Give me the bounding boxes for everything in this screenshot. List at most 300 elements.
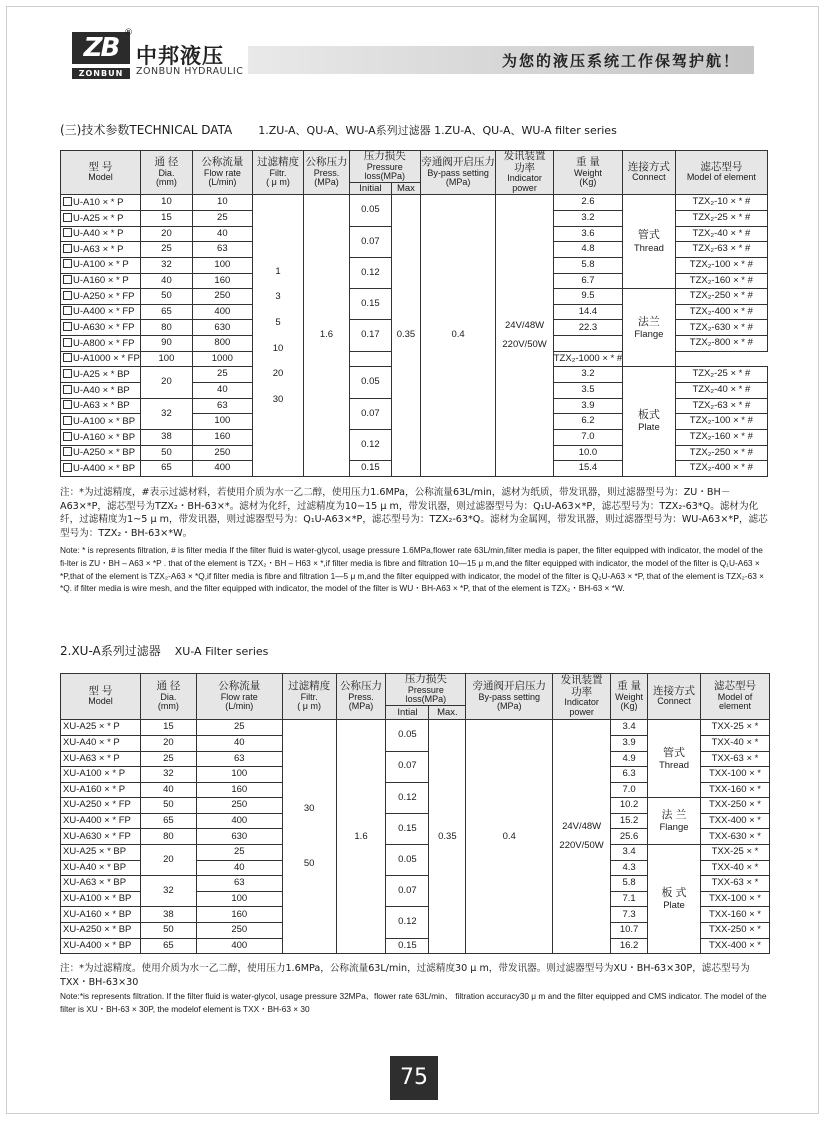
model-text: U-A160 × * P <box>73 275 129 287</box>
connect-cn: 板式 <box>637 409 660 422</box>
th-loss-max: Max <box>392 183 421 195</box>
slogan-bar <box>248 46 754 74</box>
model-cell: XU-A25 × * P <box>61 720 141 736</box>
flow-cell: 160 <box>196 782 282 798</box>
model-text: U-A400 × * FP <box>73 306 135 318</box>
loss-initial-cell: 0.15 <box>386 938 429 954</box>
checkbox-icon <box>63 291 72 300</box>
weight-cell: 3.9 <box>553 398 622 414</box>
indicator-cell <box>496 195 553 477</box>
th-connect: 连接方式 Connect <box>623 151 676 195</box>
model-cell <box>61 398 141 414</box>
bypass-cell: 0.4 <box>466 720 553 954</box>
dia-cell: 38 <box>140 429 192 445</box>
dia-cell: 32 <box>140 398 192 429</box>
weight-cell: 10.7 <box>611 923 648 939</box>
th-weight: 重 量 Weight (Kg) <box>553 151 622 195</box>
model-cell: XU-A400 × * FP <box>61 813 141 829</box>
model-cell: XU-A40 × * BP <box>61 860 141 876</box>
element-cell: TZX₂-100 × * # <box>675 257 767 273</box>
flow-cell: 400 <box>196 813 282 829</box>
flow-cell: 40 <box>196 860 282 876</box>
flow-cell: 100 <box>196 891 282 907</box>
th2-flow: 公称流量 Flow rate (L/min) <box>196 674 282 720</box>
section1-subtitle: 1.ZU-A、QU-A、WU-A系列过滤器 1.ZU-A、QU-A、WU-A filter series <box>258 124 617 137</box>
connect-cell <box>623 195 676 289</box>
flow-cell: 400 <box>196 938 282 954</box>
model-text: U-A25 × * P <box>73 212 124 224</box>
loss-initial-cell: 0.07 <box>386 751 429 782</box>
weight-cell: 7.1 <box>611 891 648 907</box>
weight-cell: 7.3 <box>611 907 648 923</box>
checkbox-icon <box>63 322 72 331</box>
element-cell: TZX₂-25 × * # <box>675 210 767 226</box>
weight-cell: 4.8 <box>553 242 622 258</box>
dia-cell: 50 <box>140 445 192 461</box>
th2-loss-max: Max. <box>429 706 466 720</box>
th2-loss-initial: Intial <box>386 706 429 720</box>
dia-cell: 50 <box>140 923 196 939</box>
element-cell: TZX₂-400 × * # <box>675 304 767 320</box>
connect-cn: 法兰 <box>637 315 660 328</box>
dia-cell: 20 <box>140 845 196 876</box>
flow-cell: 100 <box>192 257 252 273</box>
weight-cell: 14.4 <box>553 304 622 320</box>
indicator-value: 24V/48W <box>505 320 545 332</box>
checkbox-icon <box>63 197 72 206</box>
slogan: 为您的液压系统工作保驾护航！ <box>501 52 740 70</box>
connect-cell <box>648 845 701 954</box>
checkbox-icon <box>63 275 72 284</box>
weight-cell: 6.2 <box>553 414 622 430</box>
checkbox-icon <box>63 338 72 347</box>
model-text: U-A63 × * P <box>73 243 124 255</box>
th-indicator: 发讯装置 功率 Indicator power <box>496 151 553 195</box>
flow-cell: 25 <box>196 720 282 736</box>
th-model: 型 号 Model <box>61 151 141 195</box>
weight-cell: 4.9 <box>611 751 648 767</box>
model-text: U-A10 × * P <box>73 196 124 208</box>
loss-initial-cell: 0.05 <box>349 367 391 398</box>
model-cell: XU-A100 × * P <box>61 767 141 783</box>
connect-en: Thread <box>658 759 690 771</box>
filtr-cell <box>252 195 303 477</box>
th-dia: 通 径 Dia. (mm) <box>140 151 192 195</box>
table1 <box>60 150 768 477</box>
model-cell <box>61 210 141 226</box>
connect-cell <box>623 289 676 367</box>
loss-initial-cell: 0.17 <box>349 320 391 351</box>
connect-en: Flange <box>634 328 664 340</box>
model-text: U-A40 × * BP <box>73 384 130 396</box>
weight-cell <box>349 351 391 367</box>
dia-cell: 80 <box>140 829 196 845</box>
note2-cn: 注：*为过滤精度。使用介质为水一乙二醇，使用压力1.6MPa，公称流量63L/min，过滤精度30 μ m，带发讯器。则过滤器型号为XU・BH-63×30P，滤芯型号为TXX・BH-63×30 <box>60 963 750 988</box>
dia-cell: 20 <box>140 367 192 398</box>
element-cell: TZX₂-800 × * # <box>675 336 767 352</box>
model-cell <box>61 367 141 383</box>
page-number: 75 <box>390 1056 438 1100</box>
flow-cell: 100 <box>196 767 282 783</box>
dia-cell: 38 <box>140 907 196 923</box>
dia-cell: 20 <box>140 735 196 751</box>
brand-name-cn: 中邦液压 <box>136 44 224 68</box>
model-cell <box>61 195 141 211</box>
loss-max-cell: 0.35 <box>429 720 466 954</box>
flow-cell: 100 <box>192 414 252 430</box>
flow-cell: 63 <box>196 876 282 892</box>
element-cell: TXX-40 × * <box>700 735 769 751</box>
element-cell: TZX₂-160 × * # <box>675 273 767 289</box>
model-cell <box>61 242 141 258</box>
th2-bypass: 旁通阀开启压力 By-pass setting (MPa) <box>466 674 553 720</box>
element-cell: TZX₂-40 × * # <box>675 226 767 242</box>
flow-cell: 1000 <box>192 351 252 367</box>
connect-cell <box>623 367 676 476</box>
loss-initial-cell: 0.05 <box>349 195 391 226</box>
flow-cell: 25 <box>192 367 252 383</box>
model-cell <box>61 351 141 367</box>
flow-cell: 250 <box>192 289 252 305</box>
th2-dia: 通 径 Dia. (mm) <box>140 674 196 720</box>
th-loss-initial: Initial <box>349 183 391 195</box>
model-cell <box>61 461 141 477</box>
loss-initial-cell: 0.12 <box>386 907 429 938</box>
model-cell <box>61 257 141 273</box>
loss-initial-cell: 0.05 <box>386 845 429 876</box>
model-text: U-A63 × * BP <box>73 400 130 412</box>
model-cell: XU-A250 × * BP <box>61 923 141 939</box>
weight-cell: 10.2 <box>611 798 648 814</box>
weight-cell: 4.3 <box>611 860 648 876</box>
model-cell <box>61 226 141 242</box>
model-text: U-A160 × * BP <box>73 431 136 443</box>
weight-cell: 5.8 <box>553 257 622 273</box>
note1-en: Note: * is represents filtration, # is filter media If the filter fluid is water-glycol, usage pressure 1.6MPa,flower rate 63L/min,filter media is paper, the filter equipped with indicator, the model of the fi-lter is ZU・BH – A63 × *P . that of the element is TZX₂・BH – H63 × *,if filter media is fibre and filtration 10—15 μ m,and the filter equipped with indicator, the model of the filter is Q₁U-A63 × *P,that of the element is TZX₂-A63 × *Q,if filter media is fibre and filtration 1—5 μ m,and the filter equipped with indicator, the model of the filter is Q₂U-A63 × *P, that of the element is TZX₂-63 × *Q. if filter media is wire mesh, and the filter equipped with indicator, the model of the filter is WU・BH-A63 × *P, that of the element is TZX₂・BH-63 × *W. <box>60 545 764 594</box>
filtr-value: 50 <box>303 857 315 869</box>
model-text: U-A100 × * P <box>73 259 129 271</box>
element-cell: TXX-25 × * <box>700 720 769 736</box>
model-text: U-A250 × * BP <box>73 447 136 459</box>
checkbox-icon <box>63 385 72 394</box>
loss-initial-cell: 0.12 <box>349 429 391 460</box>
weight-cell: 10.0 <box>553 445 622 461</box>
element-cell: TZX₂-630 × * # <box>675 320 767 336</box>
weight-cell: 3.2 <box>553 210 622 226</box>
model-cell: XU-A160 × * P <box>61 782 141 798</box>
model-cell <box>61 445 141 461</box>
element-cell: TZX₂-100 × * # <box>675 414 767 430</box>
connect-cn: 管式 <box>663 746 686 759</box>
filtr-value: 30 <box>303 803 315 815</box>
dia-cell: 32 <box>140 257 192 273</box>
dia-cell: 65 <box>140 938 196 954</box>
th2-filtr: 过滤精度 Filtr. ( μ m) <box>282 674 336 720</box>
loss-initial-cell: 0.15 <box>349 461 391 477</box>
section1-title: (三)技术参数TECHNICAL DATA <box>60 123 233 137</box>
dia-cell: 50 <box>140 798 196 814</box>
element-cell: TZX₂-10 × * # <box>675 195 767 211</box>
zonbun-logo <box>72 32 130 66</box>
weight-cell: 6.3 <box>611 767 648 783</box>
flow-cell: 25 <box>196 845 282 861</box>
dia-cell: 10 <box>140 195 192 211</box>
model-cell <box>61 429 141 445</box>
th2-loss: 压力损失 Pressure loss(MPa) <box>386 674 466 706</box>
dia-cell: 25 <box>140 242 192 258</box>
checkbox-icon <box>63 353 72 362</box>
flow-cell: 630 <box>196 829 282 845</box>
note2-en: Note:*is represents filtration. If the filter fluid is water-glycol, usage pressure 32MPa、flower rate 63L/min、 filtration accuracy30 μ m and the filter equipped and CMS indicator. The model of the filter is XU・BH-63 × 30P, the modelof element is TXX・BH-63 × 30 <box>60 991 767 1014</box>
model-cell: XU-A63 × * BP <box>61 876 141 892</box>
table-row <box>61 720 770 736</box>
flow-cell: 63 <box>196 751 282 767</box>
weight-cell: 6.7 <box>553 273 622 289</box>
stack-value: 3 <box>275 291 281 303</box>
flow-cell: 10 <box>192 195 252 211</box>
weight-cell: 3.4 <box>611 845 648 861</box>
connect-en: Plate <box>663 899 685 911</box>
weight-cell: 22.3 <box>553 320 622 336</box>
model-cell <box>61 383 141 399</box>
dia-cell: 32 <box>140 876 196 907</box>
dia-cell: 40 <box>140 273 192 289</box>
model-text: U-A400 × * BP <box>73 462 136 474</box>
bypass-cell: 0.4 <box>420 195 496 477</box>
weight-cell: 3.5 <box>553 383 622 399</box>
stack-value: 20 <box>272 368 284 380</box>
model-cell: XU-A63 × * P <box>61 751 141 767</box>
weight-cell: 3.2 <box>553 367 622 383</box>
element-cell: TXX-63 × * <box>700 876 769 892</box>
checkbox-icon <box>63 400 72 409</box>
logo-mark: ZB <box>72 32 130 64</box>
weight-cell: 9.5 <box>553 289 622 305</box>
indicator-value: 220V/50W <box>502 338 547 350</box>
th-filtr: 过滤精度 Filtr. ( μ m) <box>252 151 303 195</box>
model-text: U-A1000 × * FP <box>73 353 140 365</box>
checkbox-icon <box>63 416 72 425</box>
weight-cell: 3.4 <box>611 720 648 736</box>
dia-cell: 50 <box>140 289 192 305</box>
dia-cell: 90 <box>140 336 192 352</box>
model-text: U-A25 × * BP <box>73 368 130 380</box>
th-bypass: 旁通阀开启压力 By-pass setting (MPa) <box>420 151 496 195</box>
flow-cell: 160 <box>192 429 252 445</box>
dia-cell: 25 <box>140 751 196 767</box>
checkbox-icon <box>63 369 72 378</box>
dia-cell: 65 <box>140 461 192 477</box>
section2-heading <box>60 642 268 659</box>
checkbox-icon <box>63 306 72 315</box>
flow-cell: 63 <box>192 242 252 258</box>
section1-heading <box>60 121 617 138</box>
model-cell <box>61 273 141 289</box>
loss-initial-cell: 0.15 <box>349 289 391 320</box>
th2-press: 公称压力 Press. (MPa) <box>336 674 386 720</box>
model-cell: XU-A400 × * BP <box>61 938 141 954</box>
model-text: U-A800 × * FP <box>73 337 135 349</box>
dia-cell: 65 <box>140 304 192 320</box>
element-cell: TZX₂-40 × * # <box>675 383 767 399</box>
element-cell: TXX-100 × * <box>700 767 769 783</box>
connect-en: Thread <box>633 242 664 254</box>
weight-cell: 25.6 <box>611 829 648 845</box>
flow-cell: 160 <box>192 273 252 289</box>
th2-indicator: 发讯装置 功率 Indicator power <box>553 674 611 720</box>
flow-cell: 25 <box>192 210 252 226</box>
flow-cell: 250 <box>196 923 282 939</box>
connect-cn: 板 式 <box>661 886 687 899</box>
model-text: U-A100 × * BP <box>73 415 136 427</box>
flow-cell: 400 <box>192 461 252 477</box>
element-cell: TXX-400 × * <box>700 813 769 829</box>
dia-cell: 65 <box>140 813 196 829</box>
element-cell: TZX₂-1000 × * # <box>553 351 622 367</box>
dia-cell: 40 <box>140 782 196 798</box>
weight-cell: 3.9 <box>611 735 648 751</box>
stack-value: 5 <box>275 316 281 328</box>
loss-initial-cell: 0.07 <box>349 226 391 257</box>
table-row <box>61 845 770 861</box>
connect-cn: 管式 <box>637 229 660 242</box>
loss-initial-cell: 0.07 <box>349 398 391 429</box>
th2-weight: 重 量 Weight (Kg) <box>611 674 648 720</box>
dia-cell: 15 <box>140 720 196 736</box>
element-cell: TZX₂-250 × * # <box>675 289 767 305</box>
dia-cell: 32 <box>140 767 196 783</box>
element-cell: TXX-25 × * <box>700 845 769 861</box>
flow-cell: 40 <box>196 735 282 751</box>
weight-cell: 2.6 <box>553 195 622 211</box>
note1-cn: 注：*为过滤精度，#表示过滤材料，若使用介质为水一乙二醇，使用压力1.6MPa，公称流量63L/min，滤材为纸质，带发讯器，则过滤器型号为：ZU・BH－A63×*P，滤芯型号为TZX₂・BH-63×*。滤材为化纤，过滤精度为10−15 μ m，带发讯器，则过滤器型号为：Q₁U-A63×*P，滤芯型号为：TZX₂-63*Q。滤材为化纤，过滤精度为1~5 μ m，带发讯器，则过滤器型号为：Q₁U-A63×*P，滤芯型号为：TZX₂-63*Q。滤材为金属网，带发讯器，则过滤器型号为：WU-A63×*P，滤芯型号为：TZX₂・BH-63×*W。 <box>60 487 768 539</box>
weight-cell: 7.0 <box>553 429 622 445</box>
th2-element: 滤芯型号 Model of element <box>700 674 769 720</box>
flow-cell: 40 <box>192 383 252 399</box>
th-loss: 压力损失 Pressure loss(MPa) <box>349 151 420 183</box>
model-cell <box>61 304 141 320</box>
element-cell: TXX-630 × * <box>700 829 769 845</box>
element-cell: TXX-100 × * <box>700 891 769 907</box>
flow-cell: 250 <box>192 445 252 461</box>
flow-cell: 250 <box>196 798 282 814</box>
weight-cell: 15.2 <box>611 813 648 829</box>
connect-cn: 法 兰 <box>661 808 687 821</box>
dia-cell: 80 <box>140 320 192 336</box>
loss-initial-cell: 0.12 <box>349 257 391 288</box>
flow-cell: 160 <box>196 907 282 923</box>
connect-en: Flange <box>659 822 689 834</box>
element-cell: TZX₂-25 × * # <box>675 367 767 383</box>
model-cell <box>61 289 141 305</box>
model-text: U-A40 × * P <box>73 228 124 240</box>
weight-cell <box>553 336 622 352</box>
dia-cell: 15 <box>140 210 192 226</box>
element-cell: TXX-250 × * <box>700 923 769 939</box>
th2-connect: 连接方式 Connect <box>648 674 701 720</box>
logo-zonbun-label: ZONBUN <box>72 68 130 79</box>
element-cell: TZX₂-160 × * # <box>675 429 767 445</box>
filtr-cell <box>282 720 336 954</box>
model-cell: XU-A40 × * P <box>61 735 141 751</box>
checkbox-icon <box>63 213 72 222</box>
table-row <box>61 195 768 211</box>
checkbox-icon <box>63 228 72 237</box>
flow-cell: 63 <box>192 398 252 414</box>
element-cell: TXX-160 × * <box>700 782 769 798</box>
model-text: U-A250 × * FP <box>73 290 135 302</box>
indicator-value: 24V/48W <box>562 821 602 833</box>
element-cell: TXX-40 × * <box>700 860 769 876</box>
loss-initial-cell: 0.05 <box>386 720 429 751</box>
model-text: U-A630 × * FP <box>73 322 135 334</box>
connect-cell <box>648 720 701 798</box>
weight-cell: 5.8 <box>611 876 648 892</box>
model-cell <box>61 320 141 336</box>
element-cell: TZX₂-63 × * # <box>675 398 767 414</box>
model-cell <box>61 336 141 352</box>
element-cell: TZX₂-400 × * # <box>675 461 767 477</box>
checkbox-icon <box>63 244 72 253</box>
element-cell: TXX-400 × * <box>700 938 769 954</box>
th-press: 公称压力 Press. (MPa) <box>304 151 349 195</box>
flow-cell: 800 <box>192 336 252 352</box>
checkbox-icon <box>63 259 72 268</box>
dia-cell: 100 <box>140 351 192 367</box>
connect-cell <box>648 798 701 845</box>
section2-subtitle: XU-A Filter series <box>174 645 269 658</box>
registered-mark: ® <box>124 28 133 38</box>
model-cell: XU-A100 × * BP <box>61 891 141 907</box>
table2 <box>60 673 770 954</box>
th-element: 滤芯型号 Model of element <box>675 151 767 195</box>
flow-cell: 400 <box>192 304 252 320</box>
flow-cell: 630 <box>192 320 252 336</box>
dia-cell: 20 <box>140 226 192 242</box>
element-cell: TXX-160 × * <box>700 907 769 923</box>
model-cell: XU-A160 × * BP <box>61 907 141 923</box>
model-cell: XU-A250 × * FP <box>61 798 141 814</box>
weight-cell: 7.0 <box>611 782 648 798</box>
checkbox-icon <box>63 432 72 441</box>
loss-initial-cell: 0.15 <box>386 813 429 844</box>
element-cell: TZX₂-63 × * # <box>675 242 767 258</box>
section2-title: 2.XU-A系列过滤器 <box>60 644 161 658</box>
stack-value: 10 <box>272 342 284 354</box>
press-cell: 1.6 <box>336 720 386 954</box>
element-cell: TXX-250 × * <box>700 798 769 814</box>
checkbox-icon <box>63 463 72 472</box>
loss-initial-cell: 0.07 <box>386 876 429 907</box>
weight-cell: 15.4 <box>553 461 622 477</box>
press-cell: 1.6 <box>304 195 349 477</box>
weight-cell: 3.6 <box>553 226 622 242</box>
flow-cell: 40 <box>192 226 252 242</box>
connect-en: Plate <box>638 422 660 434</box>
model-cell <box>61 414 141 430</box>
indicator-value: 220V/50W <box>559 839 604 851</box>
element-cell: TZX₂-250 × * # <box>675 445 767 461</box>
stack-value: 30 <box>272 393 284 405</box>
stack-value: 1 <box>275 265 281 277</box>
model-cell: XU-A630 × * FP <box>61 829 141 845</box>
model-cell: XU-A25 × * BP <box>61 845 141 861</box>
brand-name-en: ZONBUN HYDRAULIC <box>136 66 244 77</box>
indicator-cell <box>553 720 611 954</box>
th2-model: 型 号 Model <box>61 674 141 720</box>
loss-initial-cell: 0.12 <box>386 782 429 813</box>
weight-cell: 16.2 <box>611 938 648 954</box>
